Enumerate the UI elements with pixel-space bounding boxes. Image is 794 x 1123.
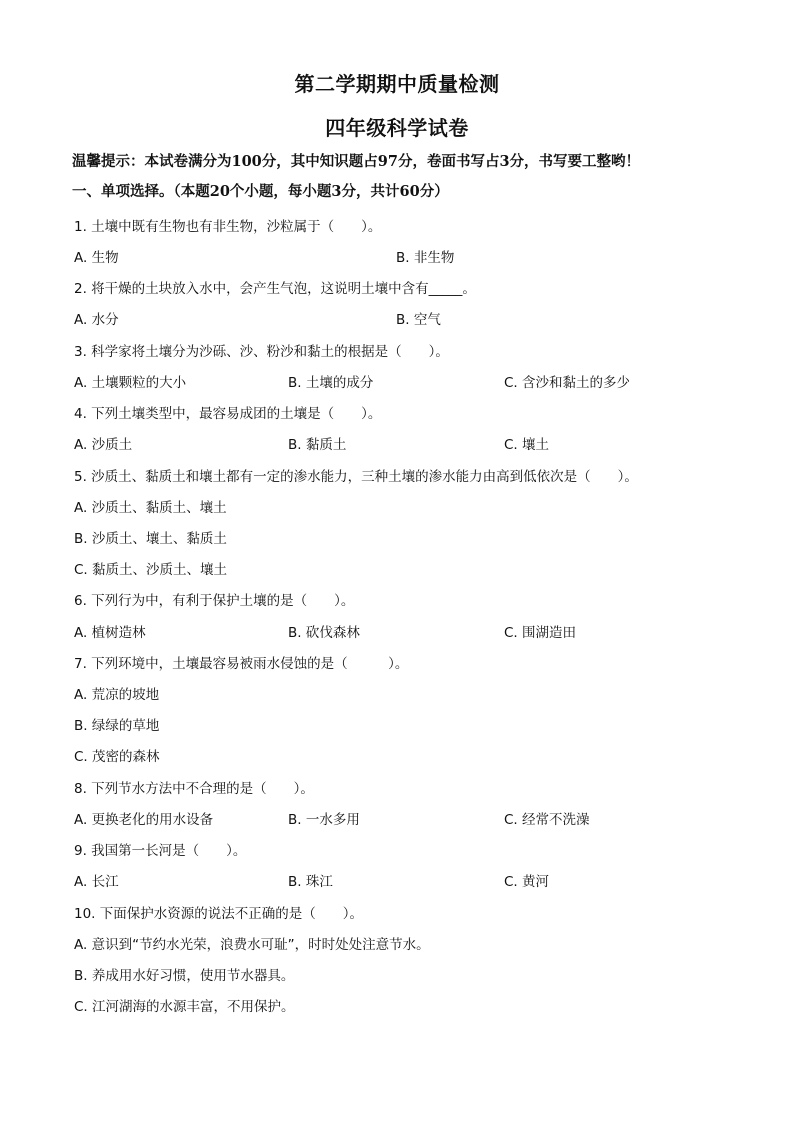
q9-option-a: A. 长江 [74, 874, 119, 890]
question-8: 8. 下列节水方法中不合理的是（ ）。 [74, 781, 314, 797]
q8-option-a: A. 更换老化的用水设备 [74, 812, 214, 828]
question-6: 6. 下列行为中，有利于保护土壤的是（ ）。 [74, 593, 355, 609]
q4-option-a: A. 沙质土 [74, 437, 133, 453]
q3-option-a: A. 土壤颗粒的大小 [74, 375, 187, 391]
q1-option-a: A. 生物 [74, 250, 119, 266]
q1-option-b: B. 非生物 [396, 250, 455, 266]
q8-option-b: B. 一水多用 [288, 812, 360, 828]
q7-option-b: B. 绿绿的草地 [74, 718, 160, 734]
question-1: 1. 土壤中既有生物也有非生物，沙粒属于（ ）。 [74, 219, 382, 235]
q4-option-c: C. 壤土 [504, 437, 550, 453]
q5-option-b: B. 沙质土、壤土、黏质土 [74, 531, 227, 547]
question-10: 10. 下面保护水资源的说法不正确的是（ ）。 [74, 906, 364, 922]
q8-option-c: C. 经常不洗澡 [504, 812, 590, 828]
q6-option-b: B. 砍伐森林 [288, 625, 360, 641]
q7-option-c: C. 茂密的森林 [74, 749, 160, 765]
q10-option-a: A. 意识到“节约水光荣，浪费水可耻”，时时处处注意节水。 [74, 937, 430, 953]
question-5: 5. 沙质土、黏质土和壤土都有一定的渗水能力，三种土壤的渗水能力由高到低依次是（ ）。 [74, 469, 638, 485]
exam-subtitle: 四年级科学试卷 [325, 116, 469, 140]
question-9: 9. 我国第一长河是（ ）。 [74, 843, 247, 859]
q2-option-a: A. 水分 [74, 312, 119, 328]
q6-option-a: A. 植树造林 [74, 625, 146, 641]
q6-option-c: C. 围湖造田 [504, 625, 577, 641]
q5-option-c: C. 黏质土、沙质土、壤土 [74, 562, 228, 578]
section-heading: 一、单项选择。（本题20个小题，每小题3分，共计60分） [72, 183, 449, 200]
q9-option-b: B. 珠江 [288, 874, 333, 890]
q7-option-a: A. 荒凉的坡地 [74, 687, 160, 703]
question-4: 4. 下列土壤类型中，最容易成团的土壤是（ ）。 [74, 406, 382, 422]
q9-option-c: C. 黄河 [504, 874, 550, 890]
exam-hint: 温馨提示：本试卷满分为100分，其中知识题占97分，卷面书写占3分，书写要工整哟！ [72, 153, 641, 170]
q10-option-b: B. 养成用水好习惯，使用节水器具。 [74, 968, 295, 984]
q3-option-c: C. 含沙和黏土的多少 [504, 375, 631, 391]
q5-option-a: A. 沙质土、黏质土、壤土 [74, 500, 227, 516]
question-7: 7. 下列环境中，土壤最容易被雨水侵蚀的是（ ）。 [74, 656, 409, 672]
q4-option-b: B. 黏质土 [288, 437, 347, 453]
q10-option-c: C. 江河湖海的水源丰富，不用保护。 [74, 999, 295, 1015]
exam-title: 第二学期期中质量检测 [294, 72, 500, 96]
question-2: 2. 将干燥的土块放入水中，会产生气泡，这说明土壤中含有_____。 [74, 281, 476, 297]
q2-option-b: B. 空气 [396, 312, 441, 328]
question-3: 3. 科学家将土壤分为沙砾、沙、粉沙和黏土的根据是（ ）。 [74, 344, 449, 360]
q3-option-b: B. 土壤的成分 [288, 375, 374, 391]
